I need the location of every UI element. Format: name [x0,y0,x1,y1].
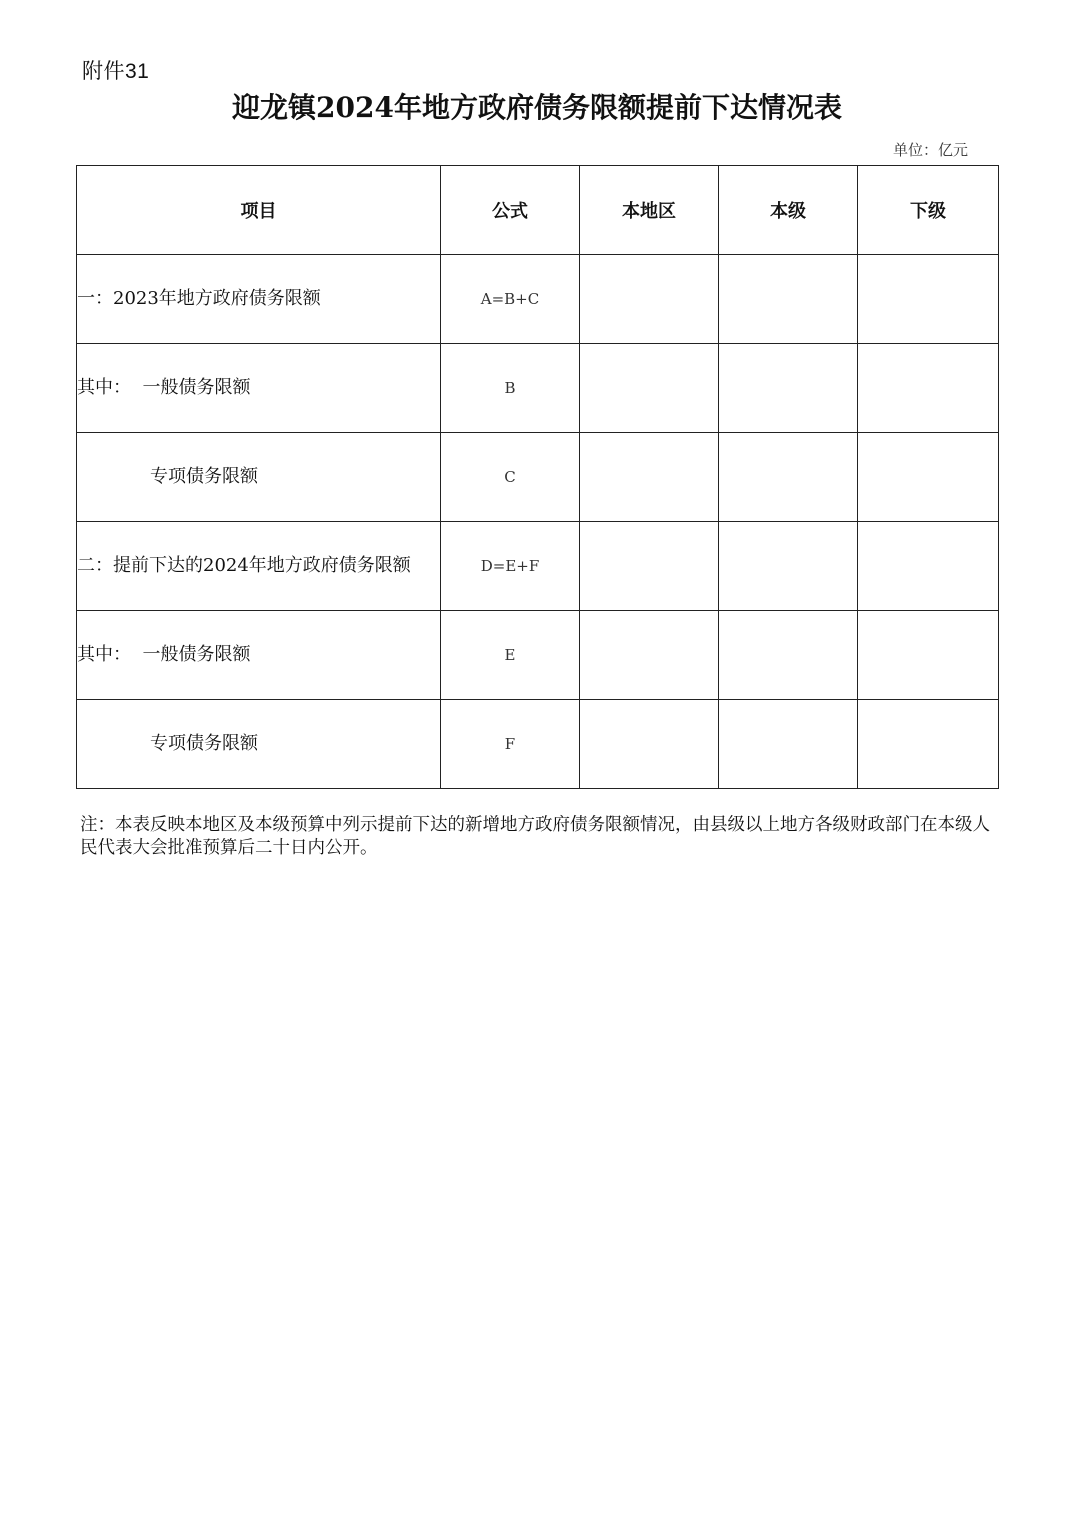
debt-limit-table [76,165,999,789]
header-lower-level: 下级 [858,166,999,255]
row-item: 二：提前下达的2024年地方政府债务限额 [77,522,441,611]
row-formula: A=B+C [441,255,580,344]
table-row [77,255,999,344]
row-item: 其中： 一般债务限额 [77,344,441,433]
row-item: 专项债务限额 [77,433,441,522]
row-this-level-value [719,611,858,700]
row-formula: D=E+F [441,522,580,611]
row-this-level-value [719,433,858,522]
unit-label: 单位：亿元 [892,141,968,159]
header-item: 项目 [77,166,441,255]
row-lower-level-value [858,700,999,789]
row-region-value [580,700,719,789]
row-region-value [580,344,719,433]
row-lower-level-value [858,433,999,522]
row-this-level-value [719,522,858,611]
header-region: 本地区 [580,166,719,255]
table-row [77,700,999,789]
row-region-value [580,255,719,344]
row-lower-level-value [858,522,999,611]
table-row [77,433,999,522]
row-this-level-value [719,344,858,433]
row-formula: F [441,700,580,789]
page-title: 迎龙镇2024年地方政府债务限额提前下达情况表 [232,91,842,124]
row-item: 其中： 一般债务限额 [77,611,441,700]
row-item: 一：2023年地方政府债务限额 [77,255,441,344]
row-lower-level-value [858,344,999,433]
row-this-level-value [719,255,858,344]
row-region-value [580,433,719,522]
row-formula: B [441,344,580,433]
row-formula: C [441,433,580,522]
row-lower-level-value [858,611,999,700]
table-row [77,522,999,611]
header-formula: 公式 [441,166,580,255]
table-header-row [77,166,999,255]
row-formula: E [441,611,580,700]
row-this-level-value [719,700,858,789]
table-row [77,344,999,433]
row-item: 专项债务限额 [77,700,441,789]
table-row [77,611,999,700]
row-region-value [580,611,719,700]
attachment-label: 附件31 [82,60,150,83]
row-region-value [580,522,719,611]
header-this-level: 本级 [719,166,858,255]
row-lower-level-value [858,255,999,344]
table-note: 注：本表反映本地区及本级预算中列示提前下达的新增地方政府债务限额情况，由县级以上地方各级财政部门在本级人民代表大会批准预算后二十日内公开。 [80,815,990,858]
